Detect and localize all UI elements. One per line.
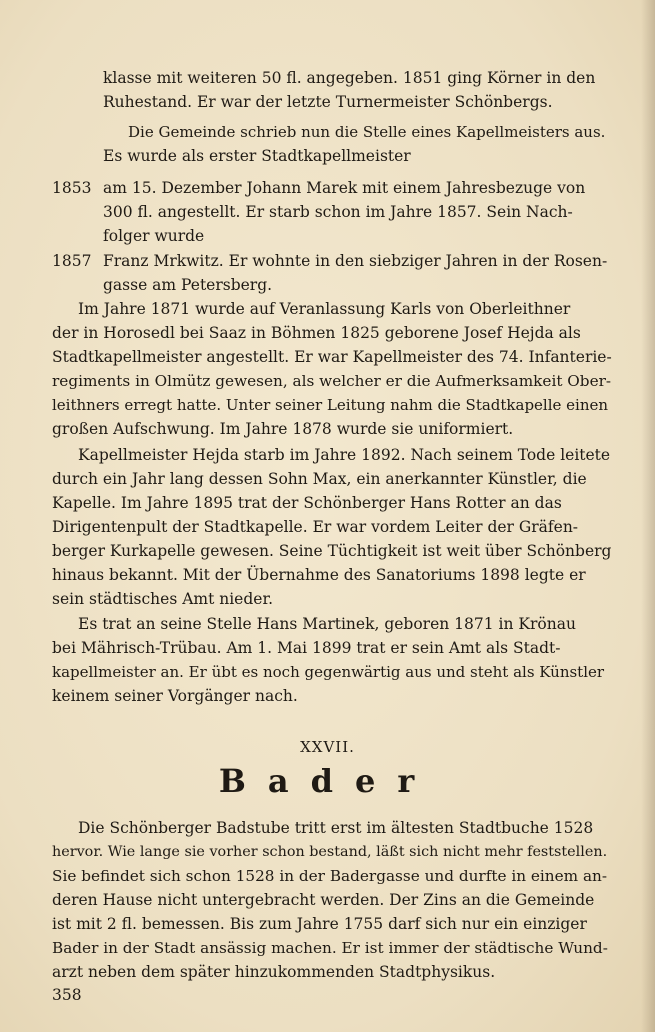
- text-line: deren Hause nicht untergebracht werden. Der Zins an die Gemeinde: [52, 891, 595, 909]
- text-line: hervor. Wie lange sie vorher schon bestand, läßt sich nicht mehr feststellen.: [52, 844, 608, 860]
- text-line: Im Jahre 1871 wurde auf Veranlassung Karls von Oberleithner: [78, 300, 571, 318]
- text-line: Es wurde als erster Stadtkapellmeister: [103, 147, 411, 165]
- entry-year: 1853: [52, 179, 92, 197]
- text-line: ist mit 2 fl. bemessen. Bis zum Jahre 1755 darf sich nur ein einziger: [52, 915, 587, 933]
- text-line: keinem seiner Vorgänger nach.: [52, 687, 298, 705]
- text-line: Bader in der Stadt ansässig machen. Er ist immer der städtische Wund-: [52, 939, 608, 957]
- text-line: Ruhestand. Er war der letzte Turnermeister Schönbergs.: [103, 93, 553, 111]
- text-line: Franz Mrkwitz. Er wohnte in den siebziger Jahren in der Rosen-: [103, 252, 608, 270]
- section-title: Bader: [218, 762, 437, 800]
- text-line: gasse am Petersberg.: [103, 276, 273, 294]
- section-number: XXVII.: [300, 738, 355, 756]
- text-line: kapellmeister an. Er übt es noch gegenwärtig aus und steht als Künstler: [52, 663, 605, 681]
- entry-year: 1857: [52, 252, 92, 270]
- text-line: Es trat an seine Stelle Hans Martinek, geboren 1871 in Krönau: [78, 615, 576, 633]
- text-line: Kapelle. Im Jahre 1895 trat der Schönberger Hans Rotter an das: [52, 494, 562, 512]
- text-line: der in Horosedl bei Saaz in Böhmen 1825 geborene Josef Hejda als: [52, 324, 581, 342]
- text-line: Die Gemeinde schrieb nun die Stelle eines Kapellmeisters aus.: [128, 123, 606, 141]
- text-line: Sie befindet sich schon 1528 in der Badergasse und durfte in einem an-: [52, 867, 608, 885]
- text-line: leithners erregt hatte. Unter seiner Leitung nahm die Stadtkapelle einen: [52, 396, 609, 414]
- text-line: hinaus bekannt. Mit der Übernahme des Sanatoriums 1898 legte er: [52, 566, 586, 584]
- text-line: [103, 66, 606, 90]
- text-line: Die Schönberger Badstube tritt erst im ältesten Stadtbuche 1528: [78, 819, 594, 837]
- text-line: arzt neben dem später hinzukommenden Stadtphysikus.: [52, 963, 496, 981]
- page-number: 358: [52, 986, 82, 1004]
- text-line: Kapellmeister Hejda starb im Jahre 1892. Nach seinem Tode leitete: [78, 446, 611, 464]
- text-line: durch ein Jahr lang dessen Sohn Max, ein anerkannter Künstler, die: [52, 470, 587, 488]
- text-line: Dirigentenpult der Stadtkapelle. Er war vordem Leiter der Gräfen-: [52, 518, 579, 536]
- text-line: großen Aufschwung. Im Jahre 1878 wurde sie uniformiert.: [52, 420, 514, 438]
- text-line: berger Kurkapelle gewesen. Seine Tüchtigkeit ist weit über Schönberg: [52, 542, 612, 560]
- page-gutter-shadow: [641, 0, 655, 1032]
- text-line: 300 fl. angestellt. Er starb schon im Jahre 1857. Sein Nach-: [103, 203, 573, 221]
- text-line: am 15. Dezember Johann Marek mit einem Jahresbezuge von: [103, 179, 586, 197]
- line-text: klasse mit weiteren 50 fl. angegeben. 1851 ging Körner in den: [103, 69, 596, 87]
- text-line: bei Mährisch-Trübau. Am 1. Mai 1899 trat er sein Amt als Stadt-: [52, 639, 561, 657]
- text-line: Stadtkapellmeister angestellt. Er war Kapellmeister des 74. Infanterie-: [52, 348, 612, 366]
- text-line: folger wurde: [103, 227, 205, 245]
- text-line: sein städtisches Amt nieder.: [52, 590, 274, 608]
- text-line: regiments in Olmütz gewesen, als welcher er die Aufmerksamkeit Ober-: [52, 372, 612, 390]
